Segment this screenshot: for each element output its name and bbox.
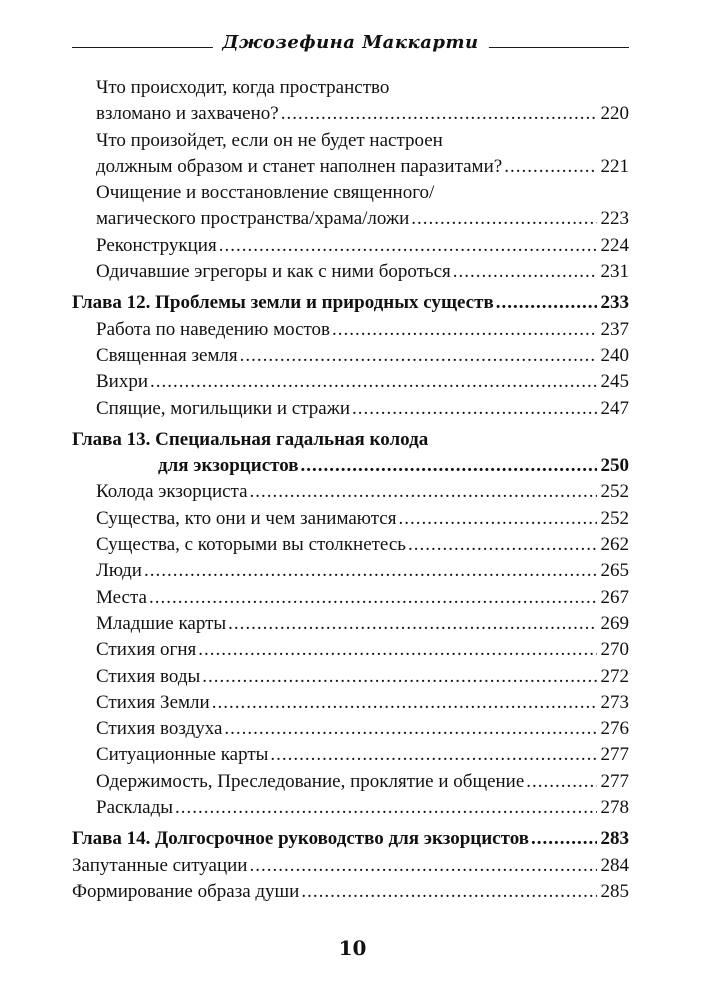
chapter-page: 233 bbox=[600, 292, 629, 314]
toc-entry[interactable] bbox=[72, 369, 629, 395]
leader-dots bbox=[175, 795, 597, 821]
toc-entry-title: Работа по наведению мостов bbox=[96, 318, 331, 340]
toc-chapter-14[interactable] bbox=[72, 826, 629, 852]
toc-entry-title: Запутанные ситуации bbox=[72, 854, 248, 876]
toc-entry[interactable] bbox=[72, 532, 629, 558]
leader-dots bbox=[301, 879, 597, 905]
toc-entry-title: Реконструкция bbox=[96, 234, 217, 256]
toc-entry-title: Одичавшие эгрегоры и как с ними бороться bbox=[96, 261, 451, 283]
toc-chapter-12[interactable] bbox=[72, 290, 629, 316]
toc-entry-page: 252 bbox=[600, 481, 629, 503]
toc-entry-title: Формирование образа души bbox=[72, 880, 300, 902]
leader-dots bbox=[228, 611, 597, 637]
toc-entry[interactable] bbox=[72, 317, 629, 343]
leader-dots bbox=[332, 317, 597, 343]
toc-entry-title-cont: должным образом и станет наполнен паразитами? bbox=[96, 155, 503, 177]
leader-dots bbox=[240, 343, 597, 369]
toc-entry[interactable] bbox=[72, 879, 629, 905]
toc-entry-title: Стихия воздуха bbox=[96, 718, 223, 740]
toc-entry-title: Священная земля bbox=[96, 344, 238, 366]
leader-dots bbox=[496, 290, 597, 316]
leader-dots bbox=[301, 453, 598, 479]
toc-entry-page: 223 bbox=[600, 208, 629, 230]
leader-dots bbox=[531, 826, 597, 852]
toc-entry-title: Расклады bbox=[96, 797, 174, 819]
toc-entry-title: Колода экзорциста bbox=[96, 481, 248, 503]
toc-entry-page: 231 bbox=[600, 261, 629, 283]
leader-dots bbox=[504, 154, 597, 180]
toc-entry-title-cont: взломано и захвачено? bbox=[96, 103, 279, 125]
leader-dots bbox=[281, 101, 597, 127]
toc-entry-page: 273 bbox=[600, 691, 629, 713]
toc-entry[interactable] bbox=[72, 396, 629, 422]
toc-entry-page: 276 bbox=[600, 718, 629, 740]
leader-dots bbox=[198, 637, 597, 663]
toc-entry[interactable] bbox=[72, 343, 629, 369]
toc-entry[interactable] bbox=[72, 128, 629, 181]
leader-dots bbox=[250, 479, 597, 505]
toc-entry[interactable] bbox=[72, 479, 629, 505]
toc-entry-page: 269 bbox=[600, 612, 629, 634]
toc-entry-title: Люди bbox=[96, 560, 142, 582]
toc-entry[interactable] bbox=[72, 664, 629, 690]
toc-entry-page: 245 bbox=[600, 371, 629, 393]
leader-dots bbox=[224, 716, 597, 742]
toc-entry-page: 265 bbox=[600, 560, 629, 582]
leader-dots bbox=[212, 690, 597, 716]
toc-entry-page: 252 bbox=[600, 507, 629, 529]
toc-entry-title: Стихия огня bbox=[96, 639, 197, 661]
running-header bbox=[72, 26, 629, 58]
leader-dots bbox=[249, 853, 597, 879]
toc-entry-page: 267 bbox=[600, 586, 629, 608]
leader-dots bbox=[408, 532, 597, 558]
table-of-contents bbox=[72, 75, 629, 905]
toc-entry-title: Стихия воды bbox=[96, 665, 201, 687]
leader-dots bbox=[270, 742, 597, 768]
toc-entry[interactable] bbox=[72, 611, 629, 637]
toc-entry-title: Места bbox=[96, 586, 147, 608]
toc-entry-page: 277 bbox=[600, 770, 629, 792]
toc-entry-title: Что происходит, когда пространство bbox=[96, 77, 390, 98]
toc-entry-page: 285 bbox=[600, 880, 629, 902]
toc-entry[interactable] bbox=[72, 585, 629, 611]
leader-dots bbox=[150, 369, 597, 395]
running-title: Джозефина Маккарти bbox=[212, 32, 488, 54]
toc-entry-title: Спящие, могильщики и стражи bbox=[96, 397, 351, 419]
page-number: 10 bbox=[338, 936, 367, 960]
toc-chapter-13[interactable] bbox=[72, 427, 629, 480]
toc-entry-page: 278 bbox=[600, 797, 629, 819]
toc-entry-title-cont: магического пространства/храма/ложи bbox=[96, 208, 410, 230]
toc-entry[interactable] bbox=[72, 769, 629, 795]
chapter-title: Глава 12. Проблемы земли и природных существ bbox=[72, 292, 494, 314]
toc-entry[interactable] bbox=[72, 75, 629, 128]
toc-entry[interactable] bbox=[72, 259, 629, 285]
toc-entry-title: Вихри bbox=[96, 371, 149, 393]
toc-entry[interactable] bbox=[72, 690, 629, 716]
toc-entry[interactable] bbox=[72, 233, 629, 259]
toc-entry[interactable] bbox=[72, 716, 629, 742]
leader-dots bbox=[144, 558, 597, 584]
toc-entry[interactable] bbox=[72, 795, 629, 821]
toc-entry-page: 237 bbox=[600, 318, 629, 340]
toc-entry[interactable] bbox=[72, 558, 629, 584]
toc-entry-title: Стихия Земли bbox=[96, 691, 210, 713]
chapter-title: Глава 13. Специальная гадальная колода bbox=[72, 428, 429, 450]
toc-entry-page: 272 bbox=[600, 665, 629, 687]
toc-entry-title: Существа, с которыми вы столкнетесь bbox=[96, 534, 406, 556]
leader-dots bbox=[352, 396, 597, 422]
toc-entry-page: 220 bbox=[600, 103, 629, 125]
leader-dots bbox=[398, 506, 597, 532]
toc-entry-page: 221 bbox=[600, 155, 629, 177]
chapter-title-cont: для экзорцистов bbox=[158, 455, 299, 477]
leader-dots bbox=[526, 769, 597, 795]
leader-dots bbox=[149, 585, 597, 611]
toc-entry[interactable] bbox=[72, 637, 629, 663]
toc-entry[interactable] bbox=[72, 506, 629, 532]
toc-entry-page: 284 bbox=[600, 854, 629, 876]
leader-dots bbox=[453, 259, 597, 285]
toc-entry-title: Существа, кто они и чем занимаются bbox=[96, 507, 397, 529]
toc-entry-page: 277 bbox=[600, 744, 629, 766]
leader-dots bbox=[202, 664, 597, 690]
toc-entry[interactable] bbox=[72, 853, 629, 879]
leader-dots bbox=[219, 233, 597, 259]
chapter-page: 283 bbox=[600, 828, 629, 850]
toc-entry-title: Одержимость, Преследование, проклятие и общение bbox=[96, 770, 525, 792]
chapter-title: Глава 14. Долгосрочное руководство для экзорцистов bbox=[72, 828, 529, 850]
toc-entry-title: Очищение и восстановление священного/ bbox=[96, 182, 435, 204]
toc-entry-page: 262 bbox=[600, 534, 629, 556]
chapter-page: 250 bbox=[600, 455, 629, 477]
toc-entry-title: Что произойдет, если он не будет настроен bbox=[96, 129, 443, 151]
toc-entry-page: 224 bbox=[600, 234, 629, 256]
toc-entry[interactable] bbox=[72, 180, 629, 233]
toc-entry-title: Ситуационные карты bbox=[96, 744, 269, 766]
toc-entry[interactable] bbox=[72, 742, 629, 768]
toc-entry-page: 270 bbox=[600, 639, 629, 661]
toc-entry-page: 247 bbox=[600, 397, 629, 419]
leader-dots bbox=[411, 206, 597, 232]
toc-entry-page: 240 bbox=[600, 344, 629, 366]
toc-entry-title: Младшие карты bbox=[96, 612, 227, 634]
